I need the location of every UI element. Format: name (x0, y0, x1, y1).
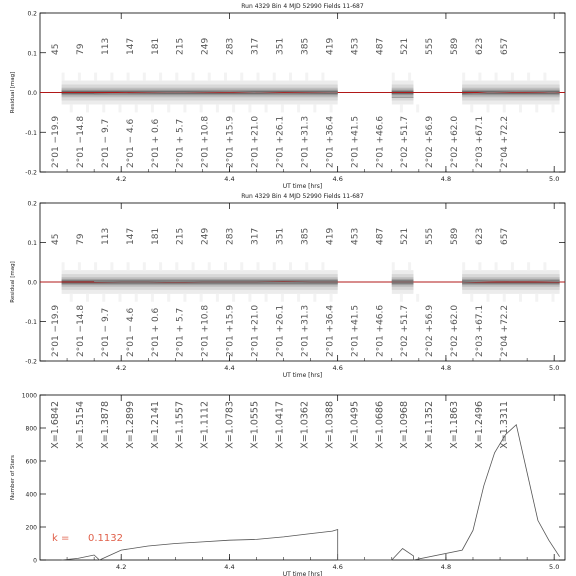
density-cell (110, 262, 113, 270)
x-tick-label: 4.6 (332, 563, 343, 571)
x-tick-label: 4.4 (224, 364, 235, 372)
field-number-label: 317 (250, 37, 261, 55)
field-number-label: 589 (450, 227, 461, 245)
field-number-label: 555 (425, 227, 436, 245)
density-cell (62, 73, 65, 81)
field-position-label: 2°02 +51.7 (400, 115, 411, 168)
density-cell (135, 104, 138, 112)
y-tick-label: 200 (25, 524, 37, 532)
density-cell (175, 73, 178, 81)
field-position-label: 2°03 +67.1 (475, 304, 486, 357)
field-number-label: 589 (450, 37, 461, 55)
density-cell (78, 73, 81, 81)
density-cell (102, 294, 105, 302)
airmass-label: X=1.1863 (449, 401, 461, 449)
y-tick-label: -0.1 (25, 129, 37, 137)
density-cell (167, 294, 170, 302)
density-cell (503, 104, 506, 112)
field-number-label: 283 (225, 37, 236, 55)
airmass-label: X=1.2141 (149, 401, 161, 449)
field-position-label: 2°04 +72.2 (500, 115, 510, 168)
density-cell (216, 104, 219, 112)
residual-panel-top (10, 3, 565, 190)
field-position-label: 2°01 −19.9 (51, 304, 61, 357)
density-cell (200, 104, 203, 112)
x-tick-label: 4.8 (440, 364, 452, 372)
density-cell (313, 104, 316, 112)
field-position-label: 2°01 − 4.6 (125, 118, 136, 168)
density-cell (330, 294, 333, 302)
field-position-label: 2°01 +26.1 (275, 304, 286, 357)
field-number-label: 657 (500, 37, 510, 55)
field-number-label: 487 (375, 37, 386, 55)
airmass-label: X=1.1112 (199, 401, 211, 449)
airmass-label: X=1.0555 (249, 401, 261, 449)
field-number-label: 385 (300, 227, 311, 245)
field-number-label: 453 (350, 37, 361, 55)
field-position-label: 2°01 + 0.6 (150, 307, 161, 357)
density-cell (511, 262, 514, 270)
field-position-label: 2°01 +10.8 (200, 115, 211, 168)
density-cell (175, 262, 178, 270)
field-number-label: 419 (325, 37, 336, 55)
density-cell (543, 73, 546, 81)
field-position-label: 2°02 +62.0 (450, 115, 461, 168)
field-number-label: 453 (350, 227, 361, 245)
density-cell (495, 73, 498, 81)
field-number-label: 623 (475, 37, 486, 55)
density-cell (118, 104, 121, 112)
density-cell (127, 262, 130, 270)
field-number-label: 487 (375, 227, 386, 245)
density-cell (232, 104, 235, 112)
density-cell (281, 104, 284, 112)
density-cell (183, 104, 186, 112)
density-cell (297, 294, 300, 302)
airmass-label: X=1.3311 (499, 401, 510, 449)
field-position-label: 2°01 +31.3 (300, 115, 311, 168)
x-tick-label: 4.8 (440, 175, 452, 183)
field-number-label: 249 (200, 37, 211, 55)
y-tick-label: 0.1 (27, 50, 37, 58)
density-cell (143, 262, 146, 270)
field-number-label: 113 (100, 227, 111, 245)
density-cell (256, 73, 259, 81)
y-tick-label: 0.0 (27, 279, 37, 287)
density-cell (535, 104, 538, 112)
y-tick-label: -0.2 (25, 169, 37, 177)
density-cell (208, 73, 211, 81)
y-tick-label: 400 (25, 491, 37, 499)
density-cell (265, 294, 268, 302)
density-cell (289, 262, 292, 270)
density-cell (281, 294, 284, 302)
density-cell (78, 262, 81, 270)
density-cell (470, 294, 473, 302)
field-position-label: 2°01 + 0.6 (150, 118, 161, 168)
y-tick-label: 0.2 (27, 10, 37, 18)
density-cell (167, 104, 170, 112)
x-tick-label: 5.0 (549, 364, 560, 372)
field-number-label: 79 (75, 43, 86, 55)
y-tick-label: 600 (25, 458, 37, 466)
field-position-label: 2°01 −14.8 (75, 304, 86, 357)
density-cell (273, 73, 276, 81)
airmass-label: X=1.5154 (74, 401, 86, 449)
density-cell (487, 294, 490, 302)
field-number-label: 215 (175, 227, 186, 245)
field-position-label: 2°01 +41.5 (350, 115, 361, 168)
density-cell (470, 104, 473, 112)
density-cell (256, 262, 259, 270)
x-tick-label: 4.2 (116, 364, 127, 372)
field-position-label: 2°01 +36.4 (325, 115, 336, 168)
field-position-label: 2°01 − 9.7 (100, 118, 111, 168)
airmass-label: X=1.2496 (474, 401, 486, 449)
density-cell (102, 104, 105, 112)
x-tick-label: 4.6 (332, 175, 343, 183)
field-position-label: 2°01 − 4.6 (125, 307, 136, 357)
density-cell (313, 294, 316, 302)
x-tick-label: 4.2 (116, 563, 127, 571)
x-tick-label: 4.4 (224, 563, 235, 571)
x-tick-label: 4.2 (116, 175, 127, 183)
x-axis-label: UT time [hrs] (282, 183, 323, 190)
field-number-label: 623 (475, 227, 486, 245)
density-cell (200, 294, 203, 302)
density-cell (400, 294, 403, 302)
density-cell (400, 104, 403, 112)
airmass-label: X=1.0968 (399, 401, 411, 449)
density-cell (224, 73, 227, 81)
field-position-label: 2°01 +46.6 (375, 304, 386, 357)
y-tick-label: 0 (33, 557, 37, 565)
density-cell (462, 262, 465, 270)
density-cell (273, 262, 276, 270)
density-cell (408, 73, 411, 81)
field-number-label: 351 (275, 227, 286, 245)
y-tick-label: 1000 (21, 392, 37, 400)
density-cell (94, 73, 97, 81)
chart-title: Run 4329 Bin 4 MJD 52990 Fields 11-687 (241, 193, 364, 200)
field-position-label: 2°04 +72.2 (500, 304, 510, 357)
density-cell (70, 294, 73, 302)
k-value: 0.1132 (88, 533, 123, 544)
density-cell (192, 73, 195, 81)
field-number-label: 521 (400, 227, 411, 245)
density-cell (462, 73, 465, 81)
density-cell (62, 262, 65, 270)
field-position-label: 2°01 +15.9 (225, 304, 236, 357)
field-position-label: 2°01 +31.3 (300, 304, 311, 357)
field-number-label: 181 (150, 37, 161, 55)
x-tick-label: 4.4 (224, 175, 235, 183)
density-cell (551, 294, 554, 302)
star-count-panel (10, 393, 565, 576)
field-number-label: 45 (51, 43, 61, 55)
density-cell (392, 73, 395, 81)
field-number-label: 521 (400, 37, 411, 55)
density-cell (535, 294, 538, 302)
airmass-label: X=1.0362 (299, 401, 311, 449)
x-tick-label: 5.0 (549, 175, 560, 183)
y-axis-label: Number of Stars (10, 454, 16, 501)
density-cell (416, 104, 419, 112)
field-number-label: 317 (250, 227, 261, 245)
field-number-label: 147 (125, 227, 136, 245)
density-cell (487, 104, 490, 112)
x-tick-label: 4.6 (332, 364, 343, 372)
density-cell (127, 73, 130, 81)
density-cell (248, 294, 251, 302)
field-position-label: 2°01 +21.0 (250, 304, 261, 357)
density-cell (248, 104, 251, 112)
field-number-label: 45 (51, 233, 61, 245)
airmass-label: X=1.3878 (99, 401, 111, 449)
density-cell (503, 294, 506, 302)
field-number-label: 113 (100, 37, 111, 55)
field-position-label: 2°02 +62.0 (450, 304, 461, 357)
k-label: k = (52, 533, 70, 544)
density-cell (183, 294, 186, 302)
y-tick-label: 0.0 (27, 90, 37, 97)
density-cell (86, 104, 89, 112)
airmass-label: X=1.1557 (174, 401, 186, 449)
density-cell (232, 294, 235, 302)
field-position-label: 2°01 +21.0 (250, 115, 261, 168)
density-cell (543, 262, 546, 270)
x-tick-label: 5.0 (549, 563, 560, 571)
density-cell (159, 262, 162, 270)
airmass-label: X=1.0783 (224, 401, 236, 449)
x-axis-label: UT time [hrs] (282, 571, 323, 576)
x-tick-label: 4.8 (440, 563, 452, 571)
field-position-label: 2°01 + 5.7 (175, 307, 186, 357)
field-number-label: 419 (325, 227, 336, 245)
airmass-label: X=1.1352 (424, 401, 436, 449)
field-number-label: 385 (300, 37, 311, 55)
density-cell (305, 262, 308, 270)
field-position-label: 2°02 +51.7 (400, 304, 411, 357)
field-position-label: 2°03 +67.1 (475, 115, 486, 168)
density-cell (240, 73, 243, 81)
density-cell (151, 104, 154, 112)
density-cell (408, 262, 411, 270)
field-position-label: 2°01 +10.8 (200, 304, 211, 357)
density-cell (118, 294, 121, 302)
density-cell (321, 262, 324, 270)
field-number-label: 555 (425, 37, 436, 55)
field-position-label: 2°01 −19.9 (51, 115, 61, 168)
density-cell (224, 262, 227, 270)
density-cell (519, 294, 522, 302)
field-position-label: 2°01 +26.1 (275, 115, 286, 168)
density-cell (305, 73, 308, 81)
density-cell (321, 73, 324, 81)
y-tick-label: 800 (25, 425, 37, 433)
density-cell (159, 73, 162, 81)
density-cell (297, 104, 300, 112)
airmass-label: X=1.0495 (349, 401, 361, 449)
density-cell (192, 262, 195, 270)
field-position-label: 2°01 + 5.7 (175, 118, 186, 168)
airmass-label: X=1.0686 (374, 401, 386, 449)
field-number-label: 283 (225, 227, 236, 245)
density-cell (519, 104, 522, 112)
residual-panel-middle (10, 193, 565, 379)
airmass-label: X=1.6842 (50, 401, 61, 449)
x-axis-label: UT time [hrs] (282, 372, 323, 379)
y-tick-label: -0.1 (25, 319, 37, 326)
density-cell (94, 262, 97, 270)
airmass-label: X=1.2899 (124, 401, 136, 449)
density-cell (527, 73, 530, 81)
density-cell (392, 262, 395, 270)
field-number-label: 181 (150, 227, 161, 245)
density-cell (330, 104, 333, 112)
density-cell (110, 73, 113, 81)
field-position-label: 2°01 −14.8 (75, 115, 86, 168)
density-cell (511, 73, 514, 81)
y-axis-label: Residual [mag] (10, 71, 16, 114)
field-number-label: 215 (175, 37, 186, 55)
density-cell (416, 294, 419, 302)
density-cell (265, 104, 268, 112)
density-cell (216, 294, 219, 302)
field-position-label: 2°01 +15.9 (225, 115, 236, 168)
field-position-label: 2°02 +56.9 (425, 115, 436, 168)
field-number-label: 79 (75, 233, 86, 245)
field-position-label: 2°01 − 9.7 (100, 307, 111, 357)
field-position-label: 2°02 +56.9 (425, 304, 436, 357)
density-cell (208, 262, 211, 270)
y-tick-label: 0.2 (27, 200, 37, 208)
density-cell (135, 294, 138, 302)
field-number-label: 147 (125, 37, 136, 55)
y-axis-label: Residual [mag] (10, 261, 16, 303)
chart-title: Run 4329 Bin 4 MJD 52990 Fields 11-687 (241, 3, 364, 10)
airmass-label: X=1.0388 (324, 401, 336, 449)
field-number-label: 249 (200, 227, 211, 245)
density-cell (551, 104, 554, 112)
density-cell (86, 294, 89, 302)
field-number-label: 351 (275, 37, 286, 55)
y-tick-label: -0.2 (25, 358, 37, 366)
density-cell (478, 73, 481, 81)
density-cell (151, 294, 154, 302)
field-number-label: 657 (500, 227, 510, 245)
field-position-label: 2°01 +36.4 (325, 304, 336, 357)
density-cell (143, 73, 146, 81)
y-tick-label: 0.1 (27, 240, 37, 247)
density-cell (289, 73, 292, 81)
density-cell (70, 104, 73, 112)
density-cell (495, 262, 498, 270)
airmass-label: X=1.0417 (274, 401, 286, 449)
density-cell (527, 262, 530, 270)
field-position-label: 2°01 +41.5 (350, 304, 361, 357)
density-cell (478, 262, 481, 270)
density-cell (240, 262, 243, 270)
field-position-label: 2°01 +46.6 (375, 115, 386, 168)
